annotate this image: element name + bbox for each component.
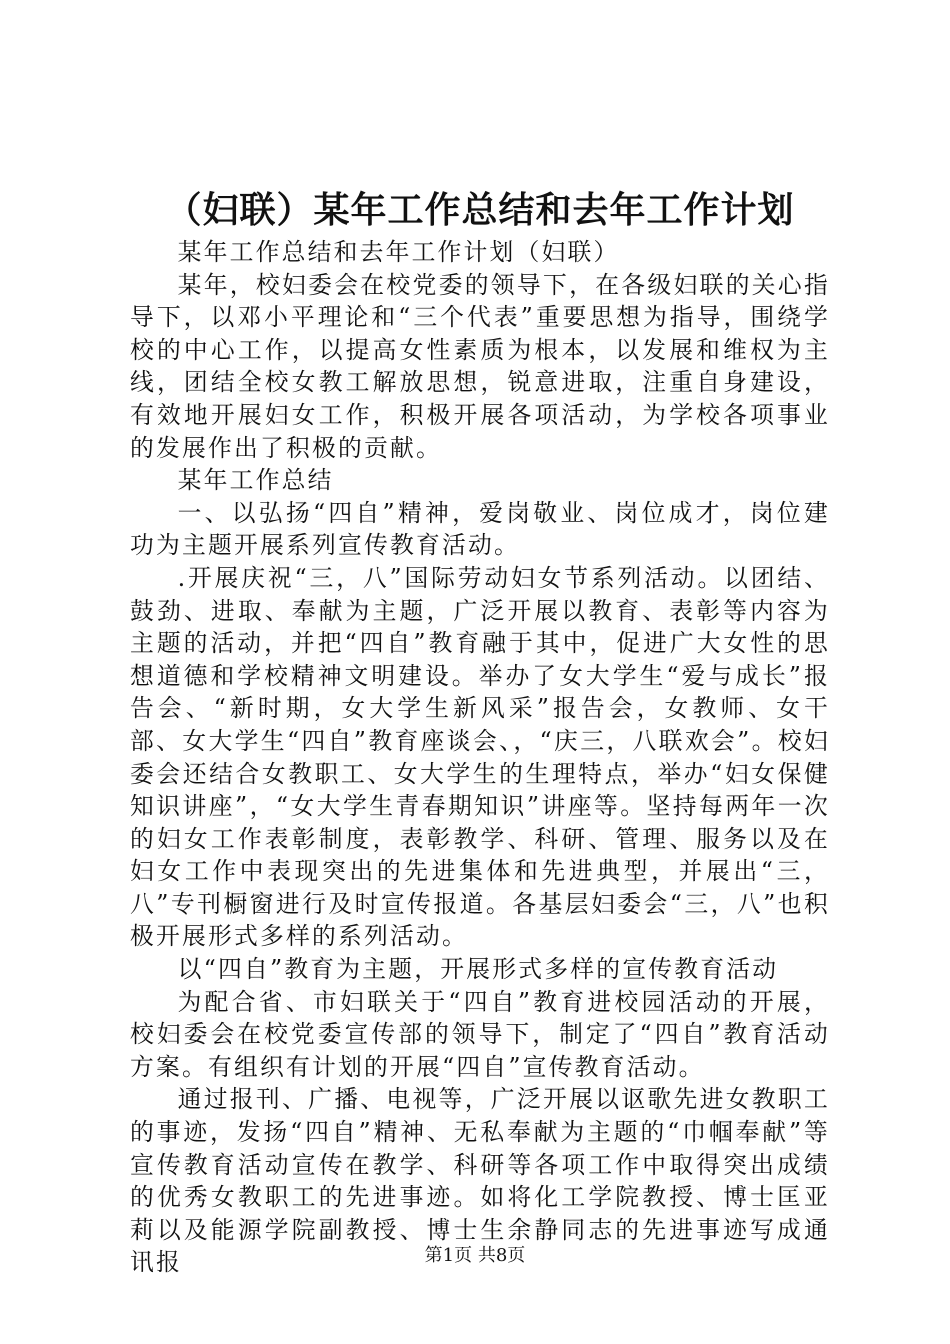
body-paragraph: 为配合省、市妇联关于“四自”教育进校园活动的开展，校妇委会在校党委宣传部的领导下，制定了“四自”教育活动方案。有组织有计划的开展“四自”宣传教育活动。 <box>130 987 830 1081</box>
page-number-footer: 第1页 共8页 <box>424 1245 526 1266</box>
document-title: （妇联）某年工作总结和去年工作计划 <box>165 189 795 231</box>
body-paragraph: 某年工作总结和去年工作计划（妇联） <box>177 238 620 266</box>
body-paragraph: 一、以弘扬“四自”精神，爱岗敬业、岗位成才，岗位建功为主题开展系列宣传教育活动。 <box>130 498 830 560</box>
section-heading: 某年工作总结 <box>177 466 334 495</box>
body-paragraph: 某年，校妇委会在校党委的领导下，在各级妇联的关心指导下，以邓小平理论和“三个代表”重要思想为指导，围绕学校的中心工作，以提高女性素质为根本，以发展和维权为主线，团结全校女教工解放思想，锐意进取，注重自身建设，有效地开展妇女工作，积极开展各项活动，为学校各项事业的发展作出了积极的贡献。 <box>130 270 830 462</box>
body-paragraph: 以“四自”教育为主题，开展形式多样的宣传教育活动 <box>177 955 779 984</box>
body-paragraph: .开展庆祝“三，八”国际劳动妇女节系列活动。以团结、鼓劲、进取、奉献为主题，广泛开展以教育、表彰等内容为主题的活动，并把“四自”教育融于其中，促进广大女性的思想道德和学校精神文明建设。举办了女大学生“爱与成长”报告会、“新时期，女大学生新风采”报告会，女教师、女干部、女大学生“四自”教育座谈会、，“庆三，八联欢会”。校妇委会还结合女教职工、女大学生的生理特点，举办“妇女保健知识讲座”，“女大学生青春期知识”讲座等。坚持每两年一次的妇女工作表彰制度，表彰教学、科研、管理、服务以及在妇女工作中表现突出的先进集体和先进典型，并展出“三，八”专刊橱窗进行及时宣传报道。各基层妇委会“三，八”也积极开展形式多样的系列活动。 <box>130 563 830 951</box>
document-body <box>130 236 830 1279</box>
body-paragraph: 通过报刊、广播、电视等，广泛开展以讴歌先进女教职工的事迹，发扬“四自”精神、无私奉献为主题的“巾帼奉献”等宣传教育活动宣传在教学、科研等各项工作中取得突出成绩的优秀女教职工的先进事迹。如将化工学院教授、博士匡亚莉以及能源学院副教授、博士生余静同志的先进事迹写成通讯报 <box>130 1085 830 1277</box>
